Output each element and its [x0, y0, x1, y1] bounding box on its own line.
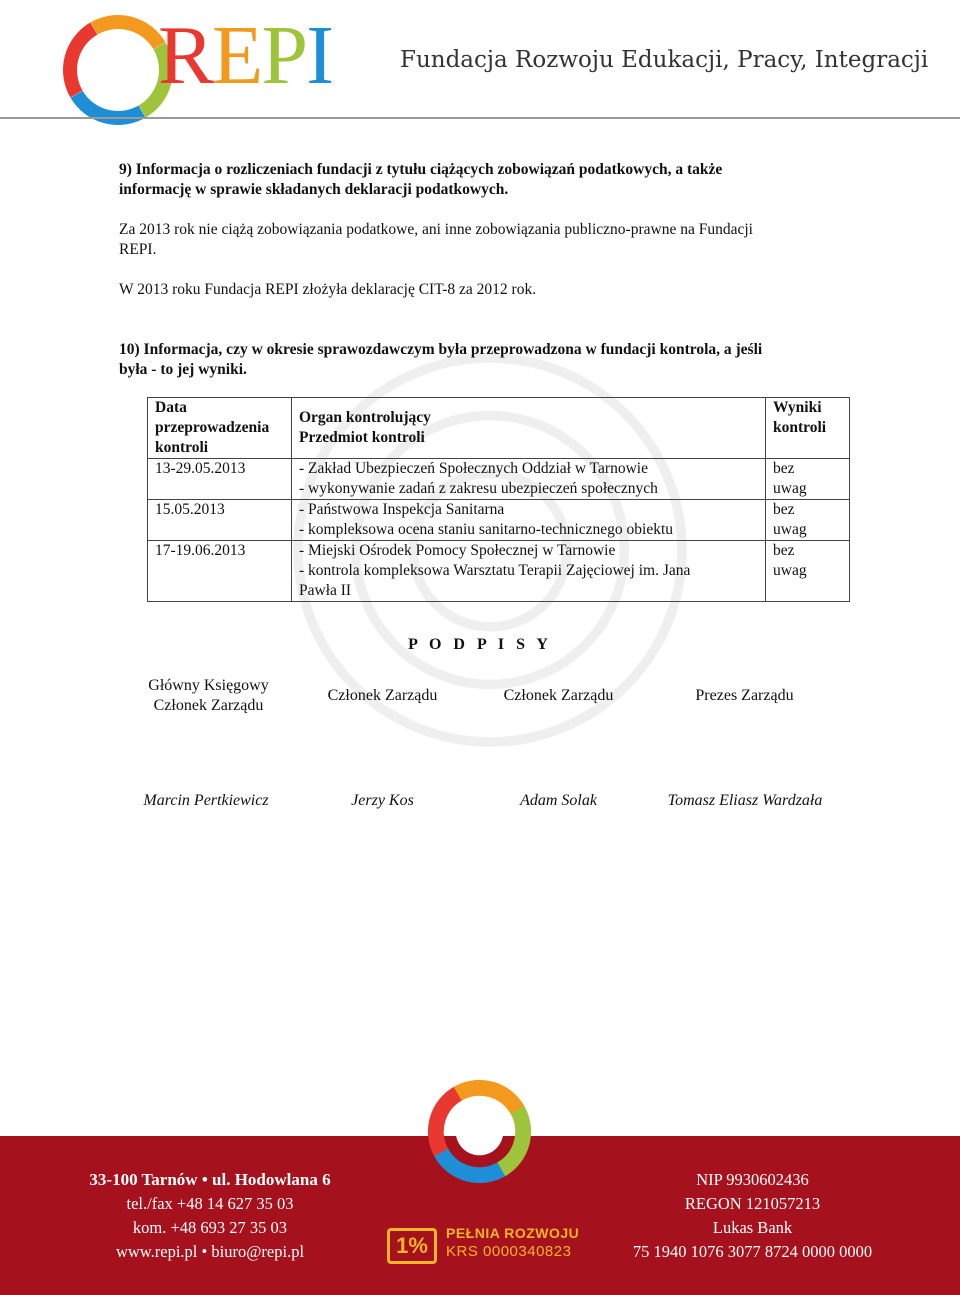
row-date: 17-19.06.2013	[148, 541, 292, 602]
signature-name-4: Tomasz Eliasz Wardzała	[667, 792, 823, 809]
table-row	[148, 459, 850, 500]
footer-regon: REGON 121057213	[684, 1194, 821, 1213]
row-result: bez uwag	[766, 500, 850, 541]
header-divider	[0, 117, 960, 119]
footer-address: 33-100 Tarnów • ul. Hodowlana 6	[89, 1170, 331, 1189]
signature-name-2: Jerzy Kos	[351, 792, 414, 809]
footer-account: 75 1940 1076 3077 8724 0000 0000	[632, 1242, 873, 1261]
footer-nip: NIP 9930602436	[696, 1170, 809, 1189]
footer-phone: tel./fax +48 14 627 35 03	[126, 1194, 294, 1213]
header-results: Wyniki kontroli	[766, 398, 850, 459]
header-date: Data przeprowadzenia kontroli	[148, 398, 292, 459]
document-body	[119, 160, 849, 380]
header-organ: Organ kontrolujący Przedmiot kontroli	[292, 398, 766, 459]
table-row	[148, 500, 850, 541]
table-row	[148, 541, 850, 602]
signature-role-board-member-2: Członek Zarządu	[503, 687, 614, 704]
signature-name-1: Marcin Pertkiewicz	[143, 792, 269, 809]
logo-letter-e: E	[212, 9, 262, 102]
section-9-heading: 9) Informacja o rozliczeniach fundacji z tytułu ciążących zobowiązań podatkowych, a także informację w sprawie składanych deklaracji podatkowych.	[119, 161, 723, 198]
row-organ: - Miejski Ośrodek Pomocy Społecznej w Tarnowie - kontrola kompleksowa Warsztatu Terapii Zajęciowej im. Jana Pawła II	[292, 541, 766, 602]
row-organ: - Zakład Ubezpieczeń Społecznych Oddział w Tarnowie - wykonywanie zadań z zakresu ubezpieczeń społecznych	[292, 459, 766, 500]
logo-letter-i: I	[306, 9, 333, 102]
badge-slogan: PEŁNIA ROZWOJU	[446, 1225, 580, 1241]
section-9-paragraph-1: Za 2013 rok nie ciążą zobowiązania podatkowe, ani inne zobowiązania publiczno-prawne na Fundacji REPI.	[119, 221, 753, 258]
footer-contact	[75, 1168, 345, 1264]
footer-bank: Lukas Bank	[712, 1218, 793, 1237]
signatures-title: P O D P I S Y	[408, 636, 552, 653]
signature-name-3: Adam Solak	[520, 792, 597, 809]
logo-letter-r: R	[158, 9, 213, 102]
logo-letter-p: P	[261, 9, 307, 102]
footer-mobile: kom. +48 693 27 35 03	[132, 1218, 288, 1237]
section-10-heading: 10) Informacja, czy w okresie sprawozdawczym była przeprowadzona w fundacji kontrola, a jeśli była - to jej wyniki.	[119, 341, 763, 378]
footer-web-email: www.repi.pl • biuro@repi.pl	[115, 1242, 305, 1261]
signature-role-chief-accountant: Główny Księgowy Członek Zarządu	[148, 677, 269, 714]
one-percent-badge: 1%	[387, 1228, 437, 1264]
signature-role-board-member-1: Członek Zarządu	[327, 687, 438, 704]
footer-registry	[610, 1168, 895, 1264]
row-result: bez uwag	[766, 541, 850, 602]
row-result: bez uwag	[766, 459, 850, 500]
signature-role-president: Prezes Zarządu	[695, 687, 794, 704]
row-date: 15.05.2013	[148, 500, 292, 541]
footer-logo-icon	[418, 1070, 542, 1194]
foundation-tagline: Fundacja Rozwoju Edukacji, Pracy, Integracji	[400, 47, 929, 73]
badge-krs: KRS 0000340823	[446, 1243, 572, 1260]
controls-table	[147, 397, 850, 602]
repi-logo-text	[158, 6, 332, 106]
table-header-row	[148, 398, 850, 459]
row-date: 13-29.05.2013	[148, 459, 292, 500]
row-organ: - Państwowa Inspekcja Sanitarna - kompleksowa ocena staniu sanitarno-technicznego obiektu	[292, 500, 766, 541]
section-9-paragraph-2: W 2013 roku Fundacja REPI złożyła deklarację CIT-8 za 2012 rok.	[119, 281, 537, 298]
